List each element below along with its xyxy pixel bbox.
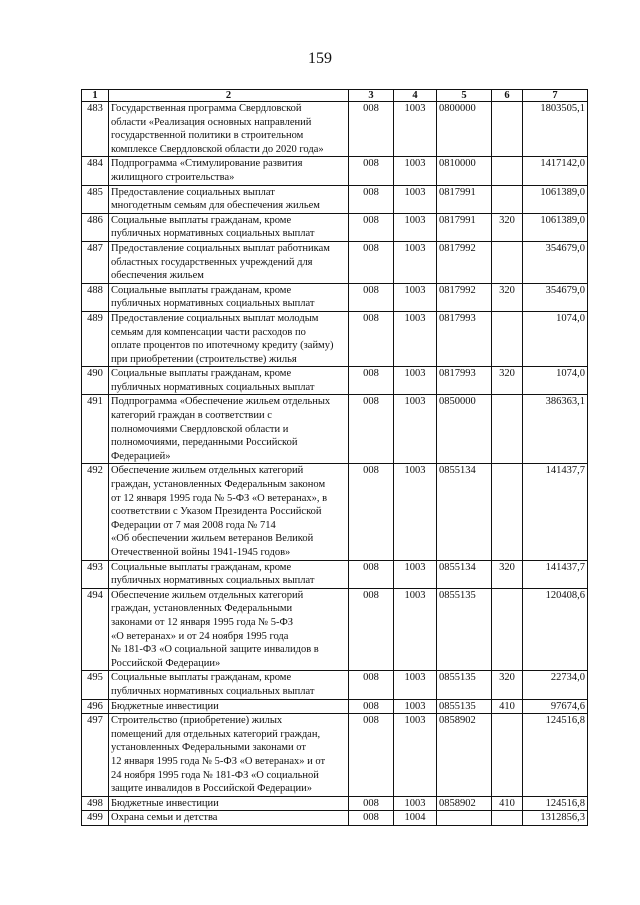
section-code-cell: 1003 — [394, 102, 437, 157]
row-name-cell — [109, 395, 349, 464]
row-name-cell — [109, 796, 349, 811]
ministry-code-cell: 008 — [349, 157, 394, 185]
row-number-cell: 493 — [82, 560, 109, 588]
row-number-cell: 490 — [82, 367, 109, 395]
amount-cell: 120408,6 — [523, 588, 588, 671]
amount-cell: 1803505,1 — [523, 102, 588, 157]
ministry-code-cell: 008 — [349, 714, 394, 797]
expense-type-cell: 320 — [492, 671, 523, 699]
row-name-line: публичных нормативных социальных выплат — [111, 228, 315, 240]
section-code-cell: 1003 — [394, 560, 437, 588]
target-article-cell: 0850000 — [437, 395, 492, 464]
column-header-7: 7 — [523, 90, 588, 102]
table-row — [82, 241, 588, 283]
table-row — [82, 185, 588, 213]
amount-cell: 141437,7 — [523, 464, 588, 560]
expense-type-cell — [492, 588, 523, 671]
row-name-line: Обеспечение жильем отдельных категорий — [111, 465, 304, 477]
expense-type-cell — [492, 395, 523, 464]
target-article-cell: 0855135 — [437, 699, 492, 714]
table-row — [82, 560, 588, 588]
row-name-line: публичных нормативных социальных выплат — [111, 685, 315, 697]
section-code-cell: 1004 — [394, 811, 437, 826]
ministry-code-cell: 008 — [349, 811, 394, 826]
table-row — [82, 283, 588, 311]
row-name-line: Подпрограмма «Обеспечение жильем отдельных — [111, 396, 331, 408]
target-article-cell: 0855134 — [437, 560, 492, 588]
target-article-cell: 0817992 — [437, 241, 492, 283]
row-name-line: государственной политики в строительном — [111, 130, 304, 142]
column-header-4: 4 — [394, 90, 437, 102]
amount-cell: 354679,0 — [523, 241, 588, 283]
target-article-cell: 0855134 — [437, 464, 492, 560]
expense-type-cell — [492, 102, 523, 157]
row-name-line: полномочиями, переданными Российской — [111, 437, 298, 449]
row-number-cell: 497 — [82, 714, 109, 797]
row-name-line: оплате процентов по ипотечному кредиту (займу) — [111, 340, 334, 352]
row-number-cell: 491 — [82, 395, 109, 464]
row-number-cell: 486 — [82, 213, 109, 241]
row-name-cell — [109, 241, 349, 283]
target-article-cell: 0800000 — [437, 102, 492, 157]
target-article-cell: 0817991 — [437, 185, 492, 213]
row-name-cell — [109, 185, 349, 213]
row-number-cell: 496 — [82, 699, 109, 714]
table-row — [82, 714, 588, 797]
row-name-line: Социальные выплаты гражданам, кроме — [111, 284, 292, 296]
row-name-line: «О ветеранах» и от 24 ноября 1995 года — [111, 630, 289, 642]
amount-cell: 124516,8 — [523, 714, 588, 797]
row-name-cell — [109, 367, 349, 395]
row-name-line: областных государственных учреждений для — [111, 256, 313, 268]
row-name-line: установленных Федеральными законами от — [111, 742, 306, 754]
amount-cell: 354679,0 — [523, 283, 588, 311]
row-name-line: Охрана семьи и детства — [111, 812, 218, 824]
table-row — [82, 796, 588, 811]
row-name-line: защите инвалидов в Российской Федерации» — [111, 783, 313, 795]
expense-type-cell: 320 — [492, 213, 523, 241]
table-row — [82, 367, 588, 395]
row-name-line: Социальные выплаты гражданам, кроме — [111, 561, 292, 573]
row-name-cell — [109, 213, 349, 241]
row-name-line: области «Реализация основных направлений — [111, 116, 312, 128]
amount-cell: 141437,7 — [523, 560, 588, 588]
ministry-code-cell: 008 — [349, 213, 394, 241]
target-article-cell — [437, 811, 492, 826]
section-code-cell: 1003 — [394, 395, 437, 464]
expense-type-cell — [492, 464, 523, 560]
row-name-cell — [109, 560, 349, 588]
target-article-cell: 0858902 — [437, 714, 492, 797]
target-article-cell: 0810000 — [437, 157, 492, 185]
page-number: 159 — [308, 50, 332, 67]
section-code-cell: 1003 — [394, 185, 437, 213]
amount-cell: 124516,8 — [523, 796, 588, 811]
section-code-cell: 1003 — [394, 464, 437, 560]
expense-type-cell: 410 — [492, 699, 523, 714]
target-article-cell: 0817992 — [437, 283, 492, 311]
section-code-cell: 1003 — [394, 213, 437, 241]
table-row — [82, 102, 588, 157]
row-name-cell — [109, 464, 349, 560]
row-number-cell: 492 — [82, 464, 109, 560]
row-name-line: 24 ноября 1995 года № 181-ФЗ «О социальной — [111, 769, 319, 781]
row-name-cell — [109, 157, 349, 185]
amount-cell: 1074,0 — [523, 311, 588, 366]
expense-type-cell — [492, 157, 523, 185]
target-article-cell: 0855135 — [437, 588, 492, 671]
target-article-cell: 0858902 — [437, 796, 492, 811]
row-name-line: Федерации от 7 мая 2008 года № 714 — [111, 519, 276, 531]
column-header-3: 3 — [349, 90, 394, 102]
row-name-cell — [109, 699, 349, 714]
table-row — [82, 157, 588, 185]
row-number-cell: 484 — [82, 157, 109, 185]
row-name-line: Отечественной войны 1941-1945 годов» — [111, 547, 291, 558]
ministry-code-cell: 008 — [349, 283, 394, 311]
ministry-code-cell: 008 — [349, 395, 394, 464]
row-name-line: соответствии с Указом Президента Российской — [111, 506, 322, 518]
row-name-cell — [109, 811, 349, 826]
row-name-line: Бюджетные инвестиции — [111, 700, 219, 712]
expense-type-cell: 410 — [492, 796, 523, 811]
budget-table — [81, 89, 588, 826]
table-row — [82, 311, 588, 366]
ministry-code-cell: 008 — [349, 699, 394, 714]
expense-type-cell: 320 — [492, 283, 523, 311]
row-name-cell — [109, 283, 349, 311]
row-name-line: комплексе Свердловской области до 2020 года» — [111, 143, 324, 155]
row-name-cell — [109, 671, 349, 699]
column-header-1: 1 — [82, 90, 109, 102]
ministry-code-cell: 008 — [349, 185, 394, 213]
target-article-cell: 0817991 — [437, 213, 492, 241]
amount-cell: 22734,0 — [523, 671, 588, 699]
row-number-cell: 487 — [82, 241, 109, 283]
row-name-line: Подпрограмма «Стимулирование развития — [111, 158, 303, 170]
row-number-cell: 499 — [82, 811, 109, 826]
row-number-cell: 498 — [82, 796, 109, 811]
row-name-line: публичных нормативных социальных выплат — [111, 381, 315, 393]
table-row — [82, 699, 588, 714]
row-name-line: Предоставление социальных выплат работникам — [111, 242, 330, 254]
row-name-line: Социальные выплаты гражданам, кроме — [111, 368, 292, 380]
ministry-code-cell: 008 — [349, 311, 394, 366]
row-name-cell — [109, 714, 349, 797]
row-name-cell — [109, 102, 349, 157]
ministry-code-cell: 008 — [349, 464, 394, 560]
section-code-cell: 1003 — [394, 671, 437, 699]
section-code-cell: 1003 — [394, 367, 437, 395]
row-name-line: Бюджетные инвестиции — [111, 797, 219, 809]
row-name-line: «Об обеспечении жильем ветеранов Великой — [111, 533, 314, 545]
target-article-cell: 0817993 — [437, 367, 492, 395]
table-row — [82, 395, 588, 464]
amount-cell: 1061389,0 — [523, 213, 588, 241]
table-body — [82, 102, 588, 826]
expense-type-cell — [492, 714, 523, 797]
row-number-cell: 485 — [82, 185, 109, 213]
table-row — [82, 464, 588, 560]
row-name-line: граждан, установленных Федеральными — [111, 603, 293, 615]
row-name-cell — [109, 588, 349, 671]
row-name-line: обеспечения жильем — [111, 270, 204, 282]
table-row — [82, 671, 588, 699]
row-name-line: граждан, установленных Федеральным законом — [111, 479, 326, 491]
expense-type-cell: 320 — [492, 560, 523, 588]
table-row — [82, 811, 588, 826]
section-code-cell: 1003 — [394, 796, 437, 811]
expense-type-cell — [492, 185, 523, 213]
row-name-line: многодетным семьям для обеспечения жильем — [111, 200, 320, 212]
row-name-line: при приобретении (строительстве) жилья — [111, 353, 297, 365]
expense-type-cell — [492, 241, 523, 283]
row-name-line: полномочиями Свердловской области и — [111, 423, 289, 435]
ministry-code-cell: 008 — [349, 588, 394, 671]
row-name-line: публичных нормативных социальных выплат — [111, 575, 315, 587]
row-name-line: Предоставление социальных выплат — [111, 186, 275, 198]
amount-cell: 1312856,3 — [523, 811, 588, 826]
row-number-cell: 495 — [82, 671, 109, 699]
expense-type-cell: 320 — [492, 367, 523, 395]
amount-cell: 97674,6 — [523, 699, 588, 714]
section-code-cell: 1003 — [394, 157, 437, 185]
row-number-cell: 488 — [82, 283, 109, 311]
ministry-code-cell: 008 — [349, 560, 394, 588]
row-name-line: Федерацией» — [111, 450, 171, 462]
section-code-cell: 1003 — [394, 588, 437, 671]
row-name-line: Государственная программа Свердловской — [111, 103, 302, 114]
header-row — [82, 90, 588, 102]
row-number-cell: 489 — [82, 311, 109, 366]
section-code-cell: 1003 — [394, 283, 437, 311]
row-number-cell: 494 — [82, 588, 109, 671]
amount-cell: 1417142,0 — [523, 157, 588, 185]
table-row — [82, 588, 588, 671]
row-number-cell: 483 — [82, 102, 109, 157]
ministry-code-cell: 008 — [349, 241, 394, 283]
column-header-5: 5 — [437, 90, 492, 102]
row-name-line: Социальные выплаты гражданам, кроме — [111, 214, 292, 226]
row-name-line: Строительство (приобретение) жилых — [111, 715, 283, 727]
row-name-line: семьям для компенсации части расходов по — [111, 326, 306, 338]
section-code-cell: 1003 — [394, 699, 437, 714]
target-article-cell: 0855135 — [437, 671, 492, 699]
row-name-line: 12 января 1995 года № 5-ФЗ «О ветеранах» и от — [111, 755, 326, 767]
expense-type-cell — [492, 811, 523, 826]
row-name-line: Предоставление социальных выплат молодым — [111, 312, 319, 324]
row-name-line: Обеспечение жильем отдельных категорий — [111, 589, 304, 601]
target-article-cell: 0817993 — [437, 311, 492, 366]
ministry-code-cell: 008 — [349, 796, 394, 811]
column-header-2: 2 — [109, 90, 349, 102]
amount-cell: 1061389,0 — [523, 185, 588, 213]
row-name-line: помещений для отдельных категорий граждан, — [111, 728, 321, 740]
column-header-6: 6 — [492, 90, 523, 102]
table-row — [82, 213, 588, 241]
row-name-line: Российской Федерации» — [111, 657, 221, 669]
ministry-code-cell: 008 — [349, 671, 394, 699]
amount-cell: 1074,0 — [523, 367, 588, 395]
row-name-line: публичных нормативных социальных выплат — [111, 298, 315, 310]
row-name-cell — [109, 311, 349, 366]
row-name-line: № 181-ФЗ «О социальной защите инвалидов в — [111, 644, 319, 656]
ministry-code-cell: 008 — [349, 367, 394, 395]
row-name-line: жилищного строительства» — [111, 171, 235, 183]
ministry-code-cell: 008 — [349, 102, 394, 157]
expense-type-cell — [492, 311, 523, 366]
section-code-cell: 1003 — [394, 311, 437, 366]
row-name-line: категорий граждан в соответствии с — [111, 410, 272, 422]
section-code-cell: 1003 — [394, 241, 437, 283]
row-name-line: законами от 12 января 1995 года № 5-ФЗ — [111, 616, 294, 628]
amount-cell: 386363,1 — [523, 395, 588, 464]
row-name-line: Социальные выплаты гражданам, кроме — [111, 672, 292, 684]
row-name-line: от 12 января 1995 года № 5-ФЗ «О ветеранах», в — [111, 492, 328, 504]
section-code-cell: 1003 — [394, 714, 437, 797]
